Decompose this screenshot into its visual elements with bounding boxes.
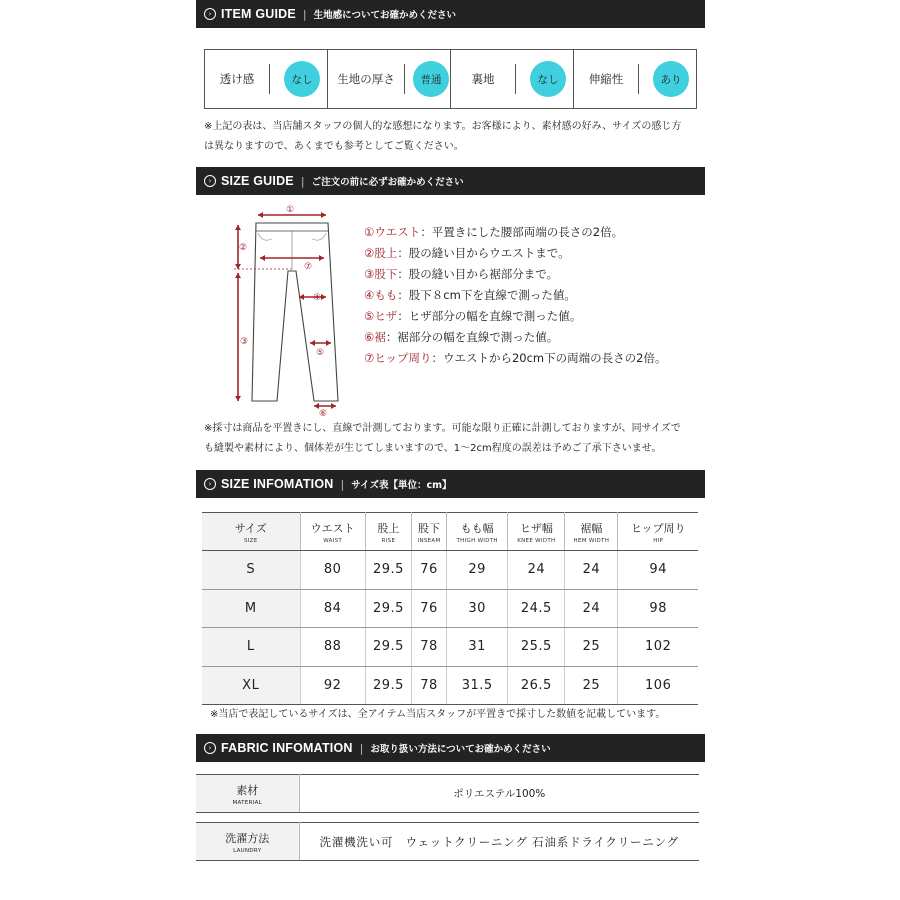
- size-info-note: ※当店で表記しているサイズは、全アイテム当店スタッフが平置きで採寸した数値を記載しています。: [210, 709, 666, 720]
- measure-item-waist: ①ウエスト：平置きにした腰部両端の長さの2倍。: [364, 225, 624, 239]
- item-guide-box: [204, 49, 697, 109]
- guide-cell-sheerness: [205, 50, 328, 108]
- guide-badge: なし: [530, 61, 566, 97]
- divider: [515, 64, 516, 94]
- chevron-circle-icon: ›: [204, 478, 216, 490]
- col-header-rise: 股上 RISE: [365, 513, 411, 551]
- size-guide-note: ※採寸は商品を平置きにし、直線で計測しております。可能な限り正確に計測しておりますが、同サイズで も縫製や素材により、個体差が生じてしまいますので、1〜2cm程度の誤差は予めご了承下さいませ。: [204, 423, 681, 454]
- fabric-info-header: [196, 734, 705, 762]
- divider: [638, 64, 639, 94]
- marker-hip: ⑦: [303, 262, 313, 272]
- marker-waist: ①: [285, 205, 295, 215]
- guide-cell-stretch: [574, 50, 696, 108]
- item-guide-header: [196, 0, 705, 28]
- size-info-header: [196, 470, 705, 498]
- col-header-waist: ウエスト WAIST: [300, 513, 365, 551]
- section-subtitle: サイズ表【単位：cm】: [351, 480, 452, 491]
- guide-label: 生地の厚さ: [337, 72, 395, 86]
- guide-label: 伸縮性: [588, 72, 624, 86]
- measure-item-hip: ⑦ヒップ周り：ウエストから20cm下の両端の長さの2倍。: [364, 351, 667, 365]
- measure-item-inseam: ③股下：股の縫い目から裾部分まで。: [364, 267, 559, 281]
- col-header-hem: 裾幅 HEM WIDTH: [565, 513, 618, 551]
- laundry-row: [196, 823, 699, 861]
- pants-measurement-diagram: [222, 203, 342, 423]
- divider: [404, 64, 405, 94]
- col-header-knee: ヒザ幅 KNEE WIDTH: [508, 513, 565, 551]
- section-title: ITEM GUIDE: [221, 7, 296, 21]
- material-header: 素材 MATERIAL: [196, 775, 299, 813]
- col-header-thigh: もも幅 THIGH WIDTH: [446, 513, 507, 551]
- material-row: [196, 775, 699, 813]
- table-row: L 88 29.5 78 31 25.5 25 102: [202, 628, 698, 667]
- measure-item-knee: ⑤ヒザ：ヒザ部分の幅を直線で測った値。: [364, 309, 582, 323]
- size-table: [202, 512, 698, 705]
- size-table-header-row: [202, 513, 698, 551]
- guide-label: 透け感: [219, 72, 255, 86]
- laundry-value: 洗濯機洗い可 ウェットクリーニング 石油系ドライクリーニング: [299, 823, 699, 861]
- guide-badge: 普通: [413, 61, 449, 97]
- guide-cell-thickness: [328, 50, 451, 108]
- item-guide-note: ※上記の表は、当店舗スタッフの個人的な感想になります。お客様により、素材感の好み、サイズの感じ方 は異なりますので、あくまでも参考としてご覧ください。: [204, 121, 682, 152]
- marker-knee: ⑤: [315, 348, 325, 358]
- fabric-table: [196, 774, 699, 861]
- section-subtitle: ご注文の前に必ずお確かめください: [311, 177, 464, 188]
- col-header-size: サイズ SIZE: [202, 513, 300, 551]
- chevron-circle-icon: ›: [204, 8, 216, 20]
- title-separator: |: [302, 7, 307, 21]
- guide-label: 裏地: [471, 72, 495, 86]
- title-separator: |: [300, 174, 305, 188]
- title-separator: |: [359, 741, 364, 755]
- measure-item-thigh: ④もも：股下８cm下を直線で測った値。: [364, 288, 576, 302]
- guide-cell-lining: [451, 50, 574, 108]
- measurement-list: [364, 222, 666, 369]
- col-header-hip: ヒップ周り HIP: [618, 513, 698, 551]
- marker-hem: ⑥: [318, 409, 328, 419]
- marker-inseam: ③: [239, 337, 249, 347]
- measure-item-rise: ②股上：股の縫い目からウエストまで。: [364, 246, 570, 260]
- guide-badge: あり: [653, 61, 689, 97]
- title-separator: |: [340, 477, 345, 491]
- table-row: XL 92 29.5 78 31.5 26.5 25 106: [202, 666, 698, 705]
- section-title: FABRIC INFOMATION: [221, 741, 353, 755]
- section-title: SIZE INFOMATION: [221, 477, 334, 491]
- laundry-header: 洗濯方法 LAUNDRY: [196, 823, 299, 861]
- measure-item-hem: ⑥裾：裾部分の幅を直線で測った値。: [364, 330, 559, 344]
- chevron-circle-icon: ›: [204, 175, 216, 187]
- col-header-inseam: 股下 INSEAM: [412, 513, 447, 551]
- table-row: M 84 29.5 76 30 24.5 24 98: [202, 589, 698, 628]
- guide-badge: なし: [284, 61, 320, 97]
- chevron-circle-icon: ›: [204, 742, 216, 754]
- material-value: ポリエステル100%: [299, 775, 699, 813]
- section-subtitle: お取り扱い方法についてお確かめください: [370, 744, 551, 755]
- section-subtitle: 生地感についてお確かめください: [313, 10, 456, 21]
- section-title: SIZE GUIDE: [221, 174, 294, 188]
- size-guide-header: [196, 167, 705, 195]
- marker-rise: ②: [238, 243, 248, 253]
- table-row: S 80 29.5 76 29 24 24 94: [202, 551, 698, 590]
- divider: [269, 64, 270, 94]
- marker-thigh: ④: [312, 293, 322, 303]
